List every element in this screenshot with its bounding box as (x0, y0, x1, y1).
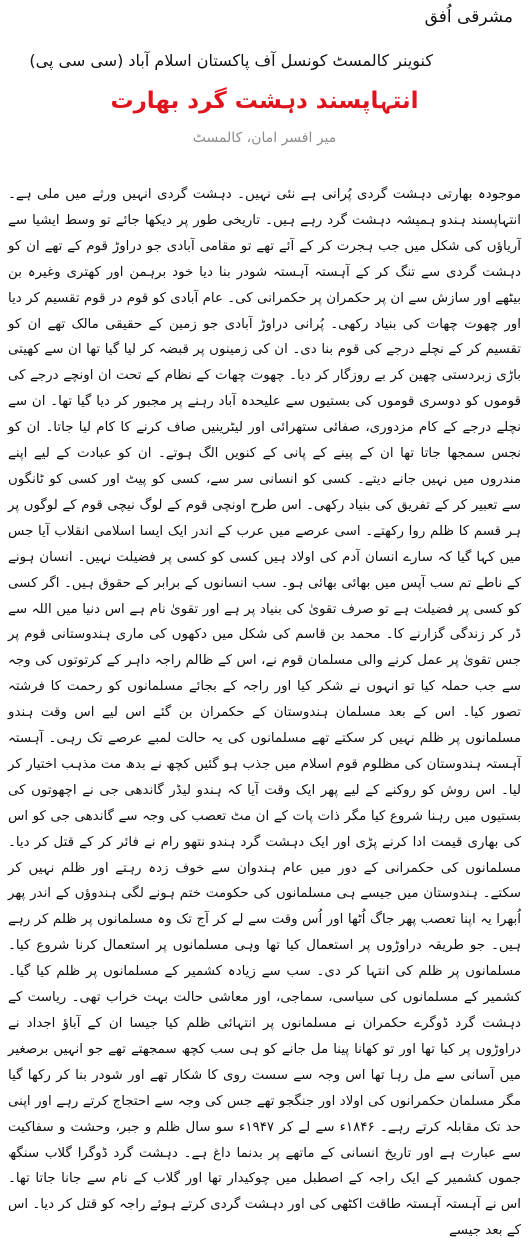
council-line: کنوینر کالمسٹ کونسل آف پاکستان اسلام آباد (سی سی پی) (29, 51, 433, 70)
headline: انتہاپسند دہشت گرد بھارت (110, 88, 419, 114)
column-masthead: مشرقی اُفق (424, 7, 513, 27)
byline: میر افسر امان، کالمسٹ (192, 130, 337, 146)
article-paragraph: موجودہ بھارتی دہشت گردی پُرانی ہے نئی نہیں۔ دہشت گردی انہیں ورثے میں ملی ہے۔ انتہاپسند ہندو ہمیشہ دہشت گرد رہے ہیں۔ تاریخی طور پر دیکھا جائے تو وسط ایشیا سے آریاؤں کی شکل میں جب ہجرت کر کے آئے تھے تو مقامی آبادی جو دراوڑ قوم کے تھے ان کو دہشت گردی سے تنگ کر کے آہستہ آہستہ شودر بنا دیا خود برہمن اور کھتری وغیرہ بن بیٹھے اور سازش سے ان پر حکمران پر حکمرانی کی۔ عام آبادی کو قوم در قوم تقسیم کر دیا اور چھوت چھات کی بنیاد رکھی۔ پُرانی دراوڑ آبادی جو زمین کے حقیقی مالک تھے ان کو تقسیم کر کے نچلے درجے کی قوم بنا دی۔ ان کی زمینوں پر قبضہ کر لیا گیا تھا ان سے کھیتی باڑی زبردستی چھین کر بے روزگار کر دیا۔ چھوت چھات کے نظام کے تحت ان اونچے درجے کی قوموں کو دوسری قوموں کی بستیوں سے علیحدہ آباد رہنے پر مجبور کر دیا گیا تھا۔ ان سے نچلے درجے کے کام مزدوری، صفائی ستھرائی اور لیٹرینیں صاف کرنے کا کام لیا جاتا۔ ان کو نجس سمجھا جاتا تھا ان کے پینے کے پانی کے کنویں الگ ہوتے۔ ان کو عبادت کے لیے اپنے مندروں میں نہیں جانے دیتے۔ کسی کو انسانی سر سے، کسی کو پیٹ اور کسی کو ٹانگوں سے تعبیر کر کے تفریق کی بنیاد رکھی۔ اس طرح اونچی قوم کے لوگ نیچی قوم کے لوگوں پر ہر قسم کا ظلم روا رکھتے۔ اسی عرصے میں عرب کے اندر ایک ایسا اسلامی انقلاب آیا جس میں کہا گیا کہ سارے انسان آدم کی اولاد ہیں کسی کو کسی پر فضیلت نہیں۔ انسان ہونے کے ناطے تم سب آپس میں بھائی بھائی ہو۔ سب انسانوں کے برابر کے حقوق ہیں۔ اگر کسی کو کسی پر فضیلت ہے تو صرف تقویٰ کی بنیاد پر ہے اور تقویٰ نام ہے اس دنیا میں اللہ سے ڈر کر زندگی گزارنے کا۔ محمد بن قاسم کی شکل میں دکھوں کی ماری ہندوستانی قوم پر جس تقویٰ پر عمل کرنے والی مسلمان قوم نے، اس کے ظالم راجہ داہر کے کرتوتوں کی وجہ سے جب حملہ کیا تو انہوں نے شکر کیا اور راجہ کے بجائے مسلمانوں کو رحمت کا فرشتہ تصور کیا۔ اس کے بعد مسلمان ہندوستان کے حکمران بن گئے اس لیے اس وقت ہندو مسلمانوں پر ظلم نہیں کر سکتے تھے مسلمانوں کی یہ حالت لمبے عرصے تک رہی۔ آہستہ آہستہ ہندوستان کی مظلوم قوم اسلام میں جذب ہو گئیں کچھ نے بدھ مت مذہب اختیار کر لیا۔ اس روش کو روکنے کے لیے پھر ایک وقت آیا کہ ہندو لیڈر گاندھی جی نے اچھوتوں کی بستیوں میں رہنا شروع کیا مگر ذات پات کے ان مٹ تعصب کی وجہ سے گاندھی جی کو اس کی بھاری قیمت ادا کرنے پڑی اور ایک دہشت گرد ہندو نتھو رام نے فائر کر کے قتل کر دیا۔ مسلمانوں کی حکمرانی کے دور میں عام ہندوان سے خوف زدہ رہتے اور ظلم نہیں کر سکتے۔ ہندوستان میں جیسے ہی مسلمانوں کی حکومت ختم ہونے لگی ہندوؤں کے اندر پھر اُبھرا یہ اپنا تعصب پھر جاگ اُٹھا اور اُس وقت سے لے کر آج تک وہ مسلمانوں پر ظلم کر رہے ہیں۔ جو طریقہ دراوڑوں پر استعمال کیا تھا وہی مسلمانوں پر استعمال کرنا شروع کیا۔ مسلمانوں پر ظلم کی انتہا کر دی۔ سب سے زیادہ کشمیر کے مسلمانوں پر ظلم کیا گیا۔ کشمیر کے مسلمانوں کی سیاسی، سماجی، اور معاشی حالت بہت خراب تھی۔ ریاست کے دہشت گرد ڈوگرے حکمران نے مسلمانوں پر انتہائی ظلم کیا جیسا ان کے آباؤ اجداد نے دراوڑوں پر کیا تھا اور تو کھانا پینا مل جانے کو ہی سب کچھ سمجھتے تھے جو انہیں برصغیر میں آسانی سے مل رہا تھا اس وجہ سے سست روی کا شکار تھے اور شودر بنا کر رکھا گیا مگر مسلمان حکمرانوں کی اولاد اور جنگجو تھے جس کی وجہ سے احتجاج کرتے رہے اور اپنی حد تک مقابلہ کرتے رہے۔ ۱۸۴۶ء سے لے کر ۱۹۴۷ء سو سال ظلم و جبر، وحشت و سفاکیت سے عبارت ہے اور تاریخ انسانی کے ماتھے پر بدنما داغ ہے۔ دہشت گرد ڈوگرا گلاب سنگھ جموں کشمیر کے ایک راجہ کے اصطبل میں چوکیدار تھا اور گلاب کے نام سے جانا جاتا تھا۔ اس نے آہستہ آہستہ طاقت اکٹھی کی اور دہشت گردی کرتے ہوئے راجہ کو قتل کر دیا۔ اس کے بعد جیسے (8, 187, 521, 1239)
article-body (6, 182, 523, 1244)
